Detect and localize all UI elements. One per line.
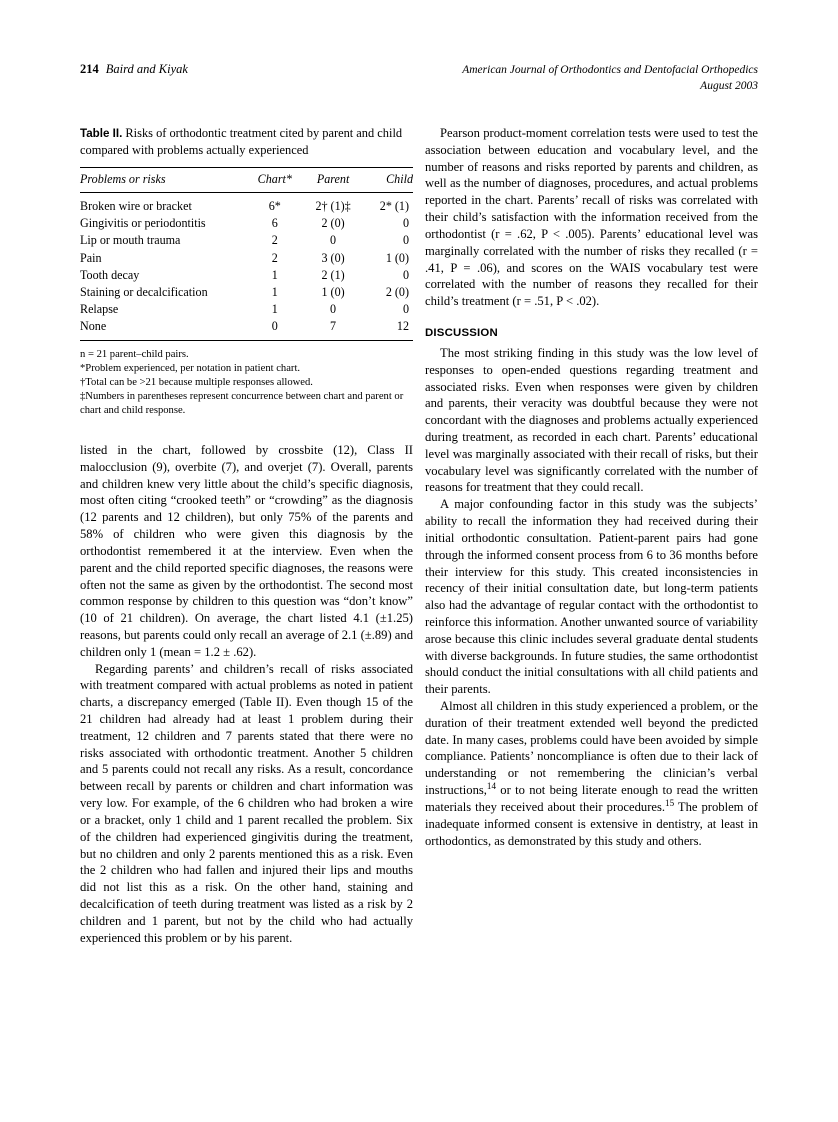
table-row	[80, 249, 413, 266]
cell-risk: Relapse	[80, 302, 119, 317]
table-row	[80, 284, 413, 301]
table-body	[80, 193, 413, 341]
table-row	[80, 232, 413, 249]
paragraph: Pearson product-moment correlation tests were used to test the association between education and vocabulary level, and the number of reasons and risks reported by parents and children, as well as the number of diagnoses, procedures, and actual problems reported in the chart. Parents’ recall of risks was correlated with their child’s satisfaction with the information received from the orthodontist (r = .62, P < .005). Parents’ educational level was marginally correlated with the number of risks they recalled (r = .41, P = .06), and scores on the WAIS vocabulary test were correlated with the number of reasons they recalled for their child’s treatment (r = .51, P < .02).	[425, 126, 758, 309]
column-header-chart: Chart*	[247, 168, 304, 193]
cell-parent: 2 (1)	[321, 267, 345, 282]
left-body-text	[80, 442, 413, 946]
cell-child: 0	[402, 302, 409, 317]
paragraph-part-3: The problem of inadequate informed consent is extensive in dentistry, at least in orthodontics, as demonstrated by this study and others.	[425, 799, 758, 848]
paragraph: The most striking finding in this study was the low level of responses to open-ended questions regarding treatment and associated risks. Even when responses were given by children and parents, their veracity was doubtful because they were not concordant with the diagnoses and problems actually experienced during treatment, as recorded in each chart. Parents’ educational level was marginally associated with their recall of risks, but their vocabulary level was significantly correlated with the number of reasons for treatment that they could recall.	[425, 345, 758, 495]
cell-chart: 2	[271, 250, 278, 265]
cell-risk: Tooth decay	[80, 267, 140, 282]
cell-chart: 1	[271, 267, 278, 282]
cell-child: 0	[402, 216, 409, 231]
paragraph-part-1: Almost all children in this study experienced a problem, or the duration of their treatment extended well beyond the predicted date. In many cases, problems could have been avoided by simple compliance. Patients’ noncompliance is often due to their lack of understanding or not remembering the clinician’s verbal instructions,	[425, 699, 758, 798]
cell-risk: Staining or decalcification	[80, 284, 208, 299]
issue-date: August 2003	[700, 80, 758, 93]
running-head	[80, 62, 758, 95]
paragraph: A major confounding factor in this study was the subjects’ ability to recall the information they had received during their initial orthodontic consultation. Patient-parent pairs had gone through the informed consent process from 6 to 36 months before their interview for this study. This created inconsistencies in recency of their initial consultation date, but long-term patients also had the advantage of regular contact with the orthodontist to reinforce this information. Another unwanted source of variability arose because this clinic includes several graduate dental students with diverse backgrounds. In future studies, the same orthodontist should conduct the initial consultations with all child patients and their parents.	[425, 497, 758, 697]
cell-chart: 2	[271, 233, 278, 248]
table-row	[80, 193, 413, 216]
cell-parent: 2 (0)	[321, 216, 345, 231]
table-bottom-rule	[80, 340, 413, 341]
cell-child: 1 (0)	[385, 250, 409, 265]
running-head-right	[462, 62, 758, 95]
table-caption-text: Risks of orthodontic treatment cited by parent and child compared with problems actually experienced	[80, 126, 403, 157]
cell-risk: Pain	[80, 250, 102, 265]
section-heading-discussion: DISCUSSION	[425, 326, 498, 339]
cell-risk: None	[80, 319, 107, 334]
cell-chart: 6	[271, 216, 278, 231]
cell-chart: 6*	[268, 199, 281, 213]
table-label: Table II.	[80, 127, 123, 140]
table-row	[80, 301, 413, 318]
risks-table	[80, 167, 413, 340]
cell-child: 0	[402, 233, 409, 248]
page-number: 214	[80, 62, 99, 76]
running-head-authors: Baird and Kiyak	[105, 62, 188, 76]
footnote-n: n = 21 parent–child pairs.	[80, 349, 189, 361]
journal-title: American Journal of Orthodontics and Dentofacial Orthopedics	[462, 64, 758, 76]
left-column	[80, 125, 413, 946]
cell-child: 12	[396, 319, 409, 334]
running-head-left	[80, 62, 188, 77]
table-head	[80, 168, 413, 193]
table-row	[80, 215, 413, 232]
cell-chart: 1	[271, 284, 278, 299]
cell-parent: 0	[330, 302, 337, 317]
cell-child: 0	[402, 267, 409, 282]
footnote-dagger: †Total can be >21 because multiple responses allowed.	[80, 377, 313, 389]
paragraph: Regarding parents’ and children’s recall of risks associated with treatment compared with actual problems as noted in patient charts, a discrepancy emerged (Table II). Even though 15 of the 21 children had already had at least 1 problem during their treatment, 12 children and 7 parents stated that there were no risks associated with orthodontic treatment. Another 5 children and 5 parents could not recall any risks. As a result, concordance between recall by parents or children and chart information was very low. For example, of the 6 children who had broken a wire or a bracket, only 1 child and 1 parent recalled the problem. Six of the children had experienced gingivitis during the treatment, but no children and only 2 parents mentioned this as a risk. Even the 2 children who had fallen and injured their lips and mouths did not list this as a risk. On the other hand, staining and decalcification of teeth during treatment was listed as a risk by 2 children and 1 parent, but not by the child who had actually experienced this problem or by his parent.	[80, 661, 413, 945]
cell-chart: 0	[271, 319, 278, 334]
paragraph-part-2: or to not being literate enough to read the written materials they received about their procedures.	[425, 783, 758, 814]
paragraph-with-references	[425, 698, 758, 849]
table-header-row	[80, 168, 413, 193]
table-footnotes	[80, 348, 413, 418]
cell-chart: 1	[271, 302, 278, 317]
table-block	[80, 125, 413, 418]
right-column	[425, 125, 758, 849]
cell-parent: 3 (0)	[321, 250, 345, 265]
cell-child: 2 (0)	[385, 284, 409, 299]
cell-parent: 7	[330, 319, 337, 334]
cell-child: 2* (1)	[379, 199, 409, 213]
table-row	[80, 267, 413, 284]
cell-parent: 2† (1)‡	[315, 199, 351, 213]
column-header-risk: Problems or risks	[80, 168, 247, 193]
cell-parent: 0	[330, 233, 337, 248]
table-row	[80, 318, 413, 340]
column-header-parent: Parent	[303, 168, 363, 193]
reference-marker-15: 15	[665, 797, 675, 808]
column-header-child: Child	[363, 168, 413, 193]
cell-risk: Lip or mouth trauma	[80, 233, 181, 248]
paragraph: listed in the chart, followed by crossbite (12), Class II malocclusion (9), overbite (7), and overjet (7). Overall, parents and children knew very little about the child’s specific diagnosis, most often citing “crooked teeth” or “crowding” as the diagnosis (12 parents and 12 children), but only 75% of the parents and 58% of children who were given this diagnosis by the orthodontist remembered it at the interview. Even when the parent and the child reported specific diagnoses, the reasons were often not the same as given by the orthodontist. The second most common response by children to this question was “don’t know” (10 of 21 children). On average, the chart listed 4.1 (±1.25) reasons, but parents could only recall an average of 2.1 (±.89) and children only 1 (mean = 1.2 ± .62).	[80, 443, 413, 659]
cell-risk: Gingivitis or periodontitis	[80, 216, 206, 231]
table-caption	[80, 125, 413, 158]
cell-risk: Broken wire or bracket	[80, 199, 192, 213]
footnote-double-dagger: ‡Numbers in parentheses represent concurrence between chart and parent or chart and child response.	[80, 391, 404, 417]
footnote-asterisk: *Problem experienced, per notation in patient chart.	[80, 363, 301, 375]
cell-parent: 1 (0)	[321, 284, 345, 299]
reference-marker-14: 14	[486, 780, 496, 791]
